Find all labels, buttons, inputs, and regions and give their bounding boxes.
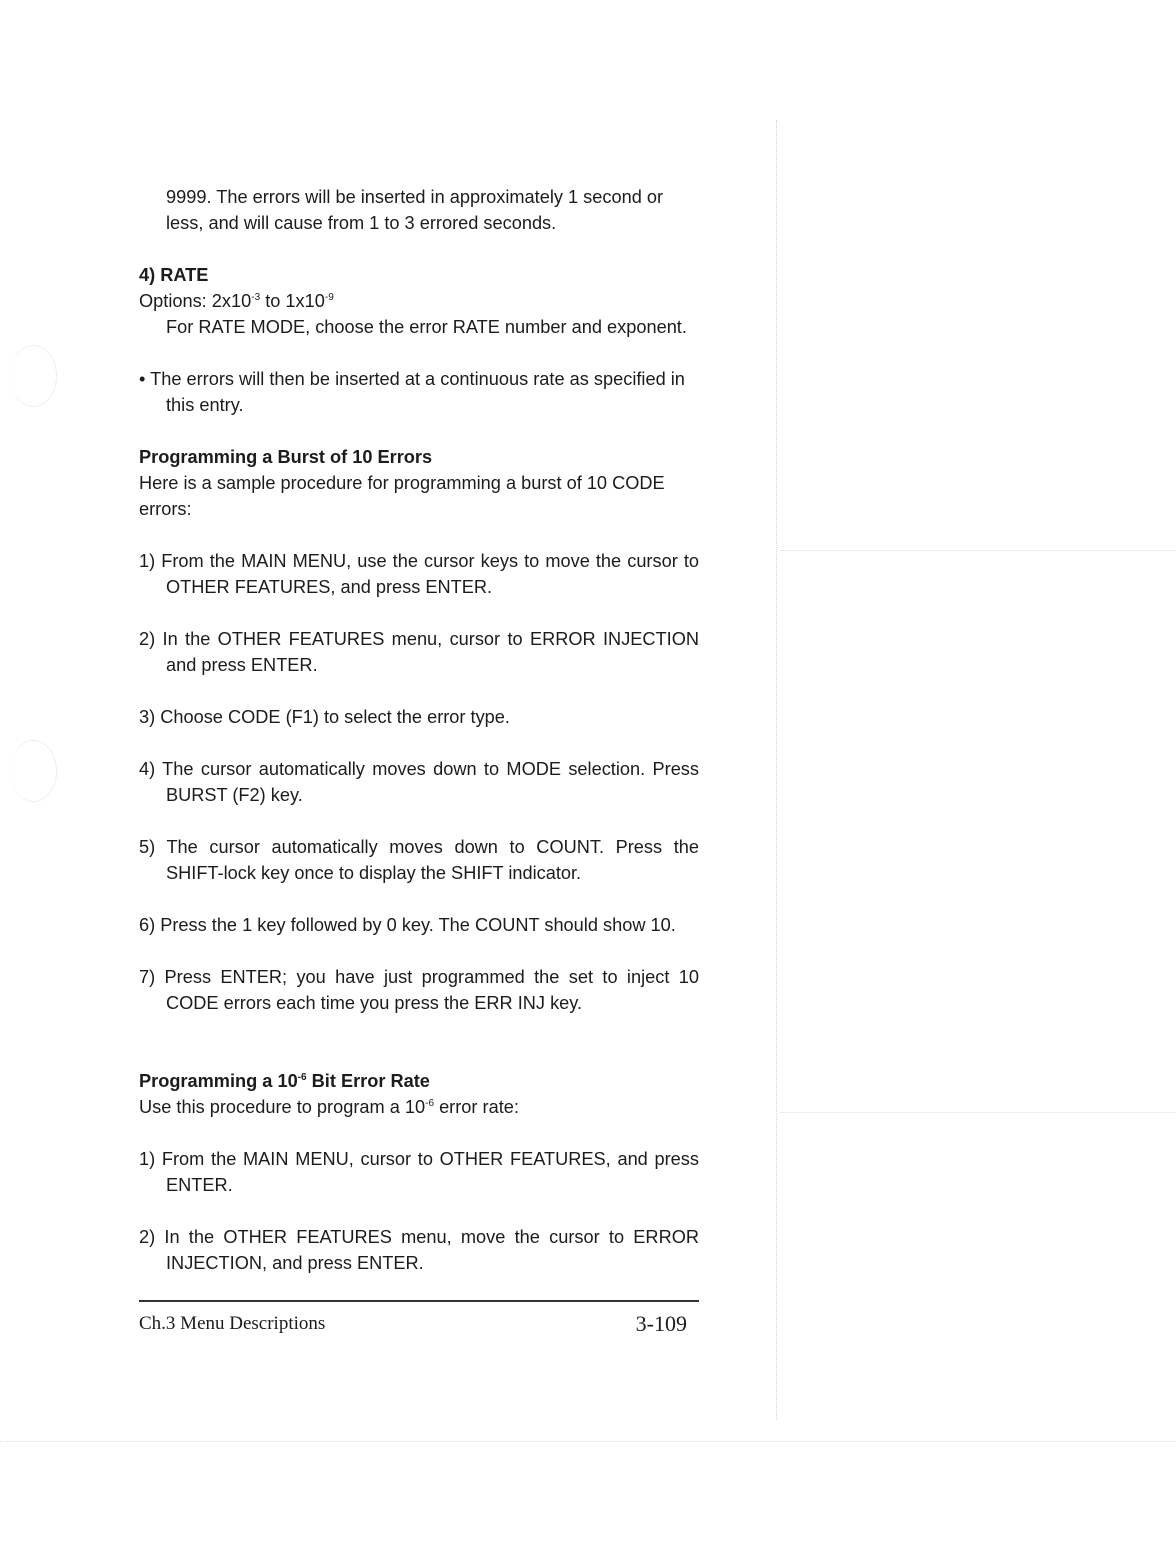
scan-artifact-vertical-line bbox=[776, 120, 777, 1420]
burst-step: 7) Press ENTER; you have just programmed the set to inject 10 CODE errors each time you press the ERR INJ key. bbox=[139, 967, 699, 1013]
burst-step: 4) The cursor automatically moves down to MODE selection. Press BURST (F2) key. bbox=[139, 759, 699, 805]
rate-step: 2) In the OTHER FEATURES menu, move the cursor to ERROR INJECTION, and press ENTER. bbox=[139, 1227, 699, 1273]
page-footer bbox=[139, 1300, 699, 1336]
punch-hole-mark bbox=[10, 740, 57, 802]
rate-options bbox=[139, 288, 699, 314]
rate-step: 1) From the MAIN MENU, cursor to OTHER FEATURES, and press ENTER. bbox=[139, 1149, 699, 1195]
rate-section-heading-prefix: Programming a 10 bbox=[139, 1071, 298, 1091]
rate-section-intro-prefix: Use this procedure to program a 10 bbox=[139, 1097, 426, 1117]
punch-hole-mark bbox=[10, 345, 57, 407]
continued-paragraph bbox=[139, 184, 699, 236]
continued-line-1: 9999. The errors will be inserted in approximately 1 second or bbox=[166, 187, 664, 207]
rate-bullet: • The errors will then be inserted at a continuous rate as specified in this entry. bbox=[139, 369, 685, 415]
burst-step: 6) Press the 1 key followed by 0 key. The COUNT should show 10. bbox=[139, 915, 676, 935]
rate-options-prefix: Options: 2x10 bbox=[139, 291, 252, 311]
burst-step: 2) In the OTHER FEATURES menu, cursor to ERROR INJECTION and press ENTER. bbox=[139, 629, 699, 675]
rate-options-mid: to 1x10 bbox=[260, 291, 325, 311]
rate-heading: 4) RATE bbox=[139, 265, 209, 285]
rate-description: For RATE MODE, choose the error RATE number and exponent. bbox=[166, 317, 687, 337]
burst-step: 5) The cursor automatically moves down to COUNT. Press the SHIFT-lock key once to display the SHIFT indicator. bbox=[139, 837, 699, 883]
scan-artifact-bottom-line bbox=[0, 1441, 1176, 1442]
footer-page-number: 3-109 bbox=[635, 1311, 687, 1336]
rate-options-exp1: -3 bbox=[251, 292, 261, 303]
rate-section-intro-exp: -6 bbox=[425, 1098, 435, 1109]
rate-section-intro-suffix: error rate: bbox=[434, 1097, 519, 1117]
burst-section-intro: Here is a sample procedure for programming a burst of 10 CODE errors: bbox=[139, 473, 665, 519]
rate-section-heading bbox=[139, 1068, 699, 1094]
continued-line-2: less, and will cause from 1 to 3 errored seconds. bbox=[166, 213, 557, 233]
rate-section-heading-suffix: Bit Error Rate bbox=[306, 1071, 430, 1091]
rate-options-exp2: -9 bbox=[324, 292, 334, 303]
footer-chapter: Ch.3 Menu Descriptions bbox=[139, 1313, 326, 1334]
scan-artifact-horizontal-line bbox=[780, 1112, 1176, 1113]
scan-artifact-horizontal-line bbox=[780, 550, 1176, 551]
rate-section-heading-exp: -6 bbox=[297, 1072, 307, 1083]
rate-section-intro bbox=[139, 1094, 699, 1120]
page-content bbox=[139, 184, 699, 1276]
burst-section-heading: Programming a Burst of 10 Errors bbox=[139, 447, 433, 467]
burst-step: 3) Choose CODE (F1) to select the error type. bbox=[139, 707, 510, 727]
burst-step: 1) From the MAIN MENU, use the cursor keys to move the cursor to OTHER FEATURES, and press ENTER. bbox=[139, 551, 699, 597]
